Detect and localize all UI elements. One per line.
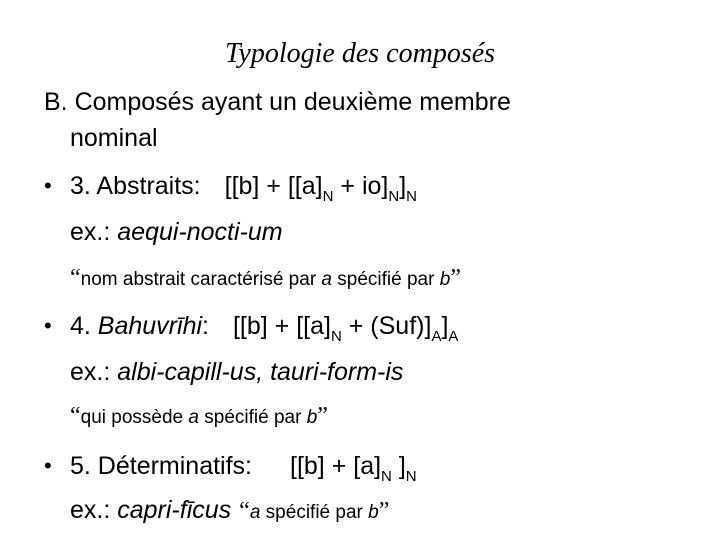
gloss-var-b: b bbox=[439, 269, 451, 290]
formula-subscript: N bbox=[406, 188, 417, 205]
item-4-gloss bbox=[70, 400, 328, 434]
example-prefix: ex.: bbox=[70, 358, 118, 386]
example-prefix: ex.: bbox=[70, 496, 118, 524]
formula-subscript: N bbox=[388, 188, 400, 205]
bullet-4: • bbox=[44, 313, 52, 338]
formula-part: [[b] + [a] bbox=[290, 452, 382, 480]
item-3-gloss bbox=[70, 262, 461, 296]
item-4-definition bbox=[70, 310, 458, 346]
open-quote: “ bbox=[239, 498, 250, 524]
formula-part: ] bbox=[391, 452, 406, 480]
formula-subscript: A bbox=[448, 328, 459, 345]
slide-title: Typologie des composés bbox=[224, 38, 496, 69]
formula-part: [[b] + [[a] bbox=[224, 172, 323, 200]
gloss-var-a: a bbox=[188, 407, 199, 428]
gloss-text: qui possède bbox=[80, 407, 189, 428]
item-5-definition bbox=[70, 450, 417, 486]
formula-part: + (Suf)] bbox=[341, 312, 432, 340]
gloss-var-a: a bbox=[321, 269, 332, 290]
item-3-formula bbox=[224, 172, 417, 205]
formula-subscript: N bbox=[381, 468, 392, 485]
example-prefix: ex.: bbox=[70, 218, 118, 246]
open-quote: “ bbox=[70, 265, 81, 291]
formula-subscript: A bbox=[431, 328, 442, 345]
formula-subscript: N bbox=[322, 188, 334, 205]
item-4-label-prefix: 4. bbox=[70, 312, 98, 340]
bullet-5: • bbox=[44, 453, 52, 478]
formula-subscript: N bbox=[405, 468, 417, 485]
bullet-3: • bbox=[44, 173, 52, 198]
section-heading-line2: nominal bbox=[70, 124, 158, 152]
gloss-text: spécifié par bbox=[260, 502, 369, 523]
section-heading-line1: B. Composés ayant un deuxième membre bbox=[44, 88, 511, 116]
example-word: albi-capill-us, tauri-form-is bbox=[117, 358, 404, 386]
item-3-definition bbox=[70, 170, 417, 206]
close-quote: ” bbox=[378, 498, 390, 524]
item-4-formula bbox=[232, 312, 459, 345]
item-5-formula bbox=[290, 452, 417, 485]
gloss-text: spécifié par bbox=[198, 407, 307, 428]
formula-part: ] bbox=[441, 312, 449, 340]
gloss-text: nom abstrait caractérisé par bbox=[80, 269, 322, 290]
item-4-label-suffix: : bbox=[202, 312, 209, 340]
close-quote: ” bbox=[450, 265, 461, 291]
formula-part: [[b] + [[a] bbox=[232, 312, 331, 340]
item-4-label-term: Bahuvrīhi bbox=[97, 312, 203, 340]
close-quote: ” bbox=[317, 403, 328, 429]
example-word: capri-fīcus bbox=[117, 496, 232, 524]
open-quote: “ bbox=[70, 403, 81, 429]
item-3-label: 3. Abstraits: bbox=[70, 172, 201, 200]
example-word: aequi-nocti-um bbox=[117, 218, 283, 246]
item-3-example bbox=[70, 216, 283, 248]
formula-part: ] bbox=[399, 172, 407, 200]
formula-part: + io] bbox=[333, 172, 389, 200]
gloss-var-b: b bbox=[368, 502, 379, 523]
formula-subscript: N bbox=[330, 328, 342, 345]
gloss-text: spécifié par bbox=[332, 269, 440, 290]
item-4-example bbox=[70, 356, 403, 388]
item-5-label: 5. Déterminatifs: bbox=[70, 452, 253, 480]
gloss-var-b: b bbox=[306, 407, 318, 428]
gloss-var-a: a bbox=[249, 502, 261, 523]
item-5-example bbox=[70, 494, 389, 529]
